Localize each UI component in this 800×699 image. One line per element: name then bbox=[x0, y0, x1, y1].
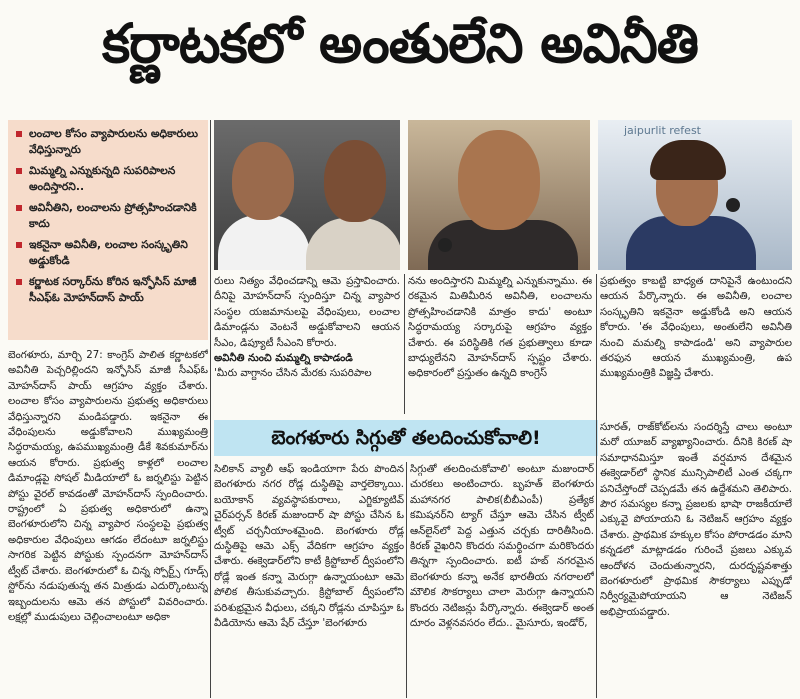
highlight-item: ఇకనైనా అవినీతి, లంచాల సంస్కృతిని అడ్డుకోండి bbox=[16, 237, 202, 269]
column-left: బెంగళూరు, మార్చి 27: కాంగ్రెస్ పాలిత కర్ణాటకలో అవినీతి పెచ్చరిల్లిందని ఇన్ఫోసిస్ మాజీ సీఎఫ్ఓ మోహన్‌దాస్ పాయ్ ఆగ్రహం వ్యక్తం చేశారు. లంచాల కోసం వ్యాపారులను ప్రభుత్వ అధికారులు వేధిస్తున్నారని మండిపడ్డారు. ఇకనైనా ఈ వేధింపులను అడ్డుకోవాలని ముఖ్యమంత్రి సిద్ధరామయ్య, ఉపముఖ్యమంత్రి డీకే శివకుమార్‌ను ఆయన కోరారు. ప్రభుత్వ కాళ్లలో లంచాల డిమాండ్లపై సోషల్ మీడియాలో ఓ జర్నలిస్టు పెట్టిన పోస్టు వైరల్ కావడంతో మోహన్‌దాస్ స్పందించారు. రాష్ట్రంలో ఏ ప్రభుత్వ అధికారులో ఉన్నా బెంగళూరులోని చిన్న వ్యాపార సంస్థలపై ప్రభుత్వ అధికారుల వేధింపులు ఆగడం లేదంటూ జర్నలిస్టు సాగరిక పెట్టిన పోస్టుకు స్పందనగా మోహన్‌దాస్ ట్వీట్ చేశారు. బెంగళూరులో ఓ చిన్న స్పోర్ట్స్ గూడ్స్ స్టోర్‌ను నడుపుతున్న తన మిత్రుడు ఎదుర్కొంటున్న ఇబ్బందులను ఆమె తన పోస్టులో వివరించారు. లక్షల్లో ముడుపులు చెల్లించాలంటూ అధికా bbox=[8, 350, 208, 623]
sub-headline: బెంగళూరు సిగ్గుతో తలదించుకోవాలి! bbox=[214, 420, 598, 456]
highlight-item: అవినీతిని, లంచాలను ప్రోత్సహించడానికి కాదు bbox=[16, 200, 202, 232]
column-sub-mid: సిగ్గుతో తలదించుకోవాలి' అంటూ మజుందార్ చురకలు అంటించారు. బృహత్ బెంగళూరు మహానగర పాలిక(బీబీఎంపీ) ప్రత్యేక కమిషనర్‌ని ట్యాగ్ చేస్తూ ఆమె చేసిన ట్వీట్ ఆన్‌లైన్‌లో పెద్ద ఎత్తున చర్చకు దారితీసింది. కిరణ్ వైఖరిని కొందరు సమర్థించగా మరికొందరు తిన్నగా స్పందించారు. ఐటీ హబ్ నగరమైన బెంగళూరు కన్నా అనేక భారతీయ నగరాలలో మౌలిక సౌకర్యాలు చాలా మెరుగ్గా ఉన్నాయని కొందరు నెటిజన్లు పేర్కొన్నారు. ఈక్వెడార్ అంత దూరం వెళ్లనవసరం లేదు.. మైసూరు, ఇండోర్, bbox=[410, 464, 594, 630]
square-bullet-icon bbox=[16, 279, 22, 285]
microphone-icon bbox=[726, 198, 740, 212]
column-sub-right: సూరత్, రాజ్‌కోట్‌లను సందర్శిస్తే చాలు అంటూ మరో యూజర్ వ్యాఖ్యానించారు. దీనికి కిరణ్ షా సమాధానమిస్తూ ఇంతే వర్షమాన దేశమైన ఈక్వెడార్‌లో స్థానిక మున్సిపాలిటీ ఎంత చక్కగా పనిచేస్తోందో చెప్పడమే తన ఉద్దేశమని తెలిపారు. పౌర సమస్యల కన్నా ప్రజలకు భాషా రాజకీయాలే ఎక్కువై పోయాయని ఓ నెటిజన్ ఆగ్రహం వ్యక్తం చేశారు. ప్రాథమిక హక్కుల కోసం పోరాడడం మాని కన్నడలో మాట్లాడడం గురించే ప్రజలు ఎక్కువ ఆందోళన చెందుతున్నారని, దురదృష్టవశాత్తు బెంగళూరులో ప్రాథమిక సౌకర్యాలు ఎప్పుడో నిర్వీర్యమైపోయాయని ఆ నెటిజన్ అభిప్రాయపడ్డారు. bbox=[600, 422, 792, 618]
column-mid-top: రులు నిత్యం వేధించడాన్ని ఆమె ప్రస్తావించారు. దీనిపై మోహన్‌దాస్ స్పందిస్తూ చిన్న వ్యాపార సంస్థల యజమానులపై వేధింపులు, లంచాల డిమాండ్లను వెంటనే అడ్డుకోవాలని ఆయన సీఎం, డిప్యూటీ సీఎంని కోరారు. అవినీతి నుంచి మమ్మల్ని కాపాడండి 'మీరు వాగ్దానం చేసిన మేరకు సుపరిపాల bbox=[214, 276, 400, 380]
headline: కర్ణాటకలో అంతులేని అవినీతి bbox=[101, 12, 699, 75]
person-left-body bbox=[218, 215, 310, 270]
column-right1-top: నను అందిస్తారని మిమ్మల్ని ఎన్నుకున్నాము. ఈ రకమైన మితిమీరిన అవినీతి, లంచాలను ప్రోత్సహించడానికి మాత్రం కాదు' అంటూ సిద్ధరామయ్య సర్కారుపై ఆగ్రహం వ్యక్తం చేశారు. ఈ పరిస్థితికి గత ప్రభుత్వాలు కూడా బాధ్యులేనని మోహన్‌దాస్ స్పష్టం చేశారు. అధికారంలో ప్రస్తుతం ఉన్నది కాంగ్రెస్ bbox=[408, 276, 592, 380]
column-divider bbox=[404, 274, 405, 414]
person-face bbox=[458, 130, 540, 230]
square-bullet-icon bbox=[16, 205, 22, 211]
highlights-box bbox=[8, 120, 208, 340]
highlights-list bbox=[16, 126, 202, 306]
highlight-item: కర్ణాటక సర్కార్‌ను కోరిన ఇన్ఫోసిస్ మాజీ సీఎఫ్ఓ మోహన్‌దాస్ పాయ్ bbox=[16, 274, 202, 306]
banner-text: jaipurlit refest bbox=[624, 124, 701, 137]
microphone-icon bbox=[438, 238, 452, 252]
column-divider bbox=[210, 120, 211, 698]
photo-mohandas-pai bbox=[408, 120, 590, 270]
column-sub-left: సిలికాన్ వ్యాలీ ఆఫ్ ఇండియాగా పేరు పొందిన బెంగళూరు నగర రోడ్ల దుస్థితిపై వార్తలెక్కాయి. బయోకాన్ వ్యవస్థాపకురాలు, ఎగ్జిక్యూటివ్ చైర్‌పర్సన్ కిరణ్ మజుందార్ షా పోస్టు చేసిన ఓ ట్వీట్ చర్చనీయాంశమైంది. బెంగళూరు రోడ్ల దుస్థితిపై ఆమె ఎక్స్ వేదికగా ఆగ్రహం వ్యక్తం చేశారు. ఈక్వెడార్‌లోని కాటీ క్రిస్టోబాల్ ద్వీపంలోని రోడ్లే ఇంత కన్నా మెరుగ్గా ఉన్నాయంటూ ఆమె పోలిక తీసుకువచ్చారు. క్రిస్టోబాల్ ద్వీపంలోని పరిశుభ్రమైన వీధులు, చక్కని రోడ్లను చూపిస్తూ ఓ వీడియోను ఆమె షేర్ చేస్తూ 'బెంగళూరు bbox=[214, 464, 404, 630]
square-bullet-icon bbox=[16, 131, 22, 137]
person-hair bbox=[650, 140, 726, 180]
column-divider bbox=[406, 462, 407, 698]
crosshead: అవినీతి నుంచి మమ్మల్ని కాపాడండి bbox=[214, 353, 353, 365]
person-right-body bbox=[306, 218, 400, 270]
column-right2-top: ప్రభుత్వం కాబట్టి బాధ్యత దానిపైనే ఉంటుందని ఆయన పేర్కొన్నారు. ఈ అవినీతి, లంచాల సంస్కృతిని ఇకనైనా అడ్డుకోండి అని ఆయన కోరారు. 'ఈ వేధింపులు, అంతులేని అవినీతి నుంచి మమల్ని కాపాడండి' అని వ్యాపారుల తరఫున ఆయన ముఖ్యమంత్రి, ఉప ముఖ్యమంత్రికి విజ్ఞప్తి చేశారు. bbox=[600, 276, 792, 380]
square-bullet-icon bbox=[16, 242, 22, 248]
person-right-face bbox=[324, 140, 386, 222]
highlight-item: మిమ్మల్ని ఎన్నుకున్నది సుపరిపాలన అందిస్తారని.. bbox=[16, 163, 202, 195]
square-bullet-icon bbox=[16, 168, 22, 174]
column-divider bbox=[596, 274, 597, 698]
photo-kiran-mazumdar bbox=[598, 120, 792, 270]
photo-politicians bbox=[214, 120, 400, 270]
person-left-face bbox=[232, 142, 294, 220]
highlight-item: లంచాల కోసం వ్యాపారులను అధికారులు వేధిస్తున్నారు bbox=[16, 126, 202, 158]
